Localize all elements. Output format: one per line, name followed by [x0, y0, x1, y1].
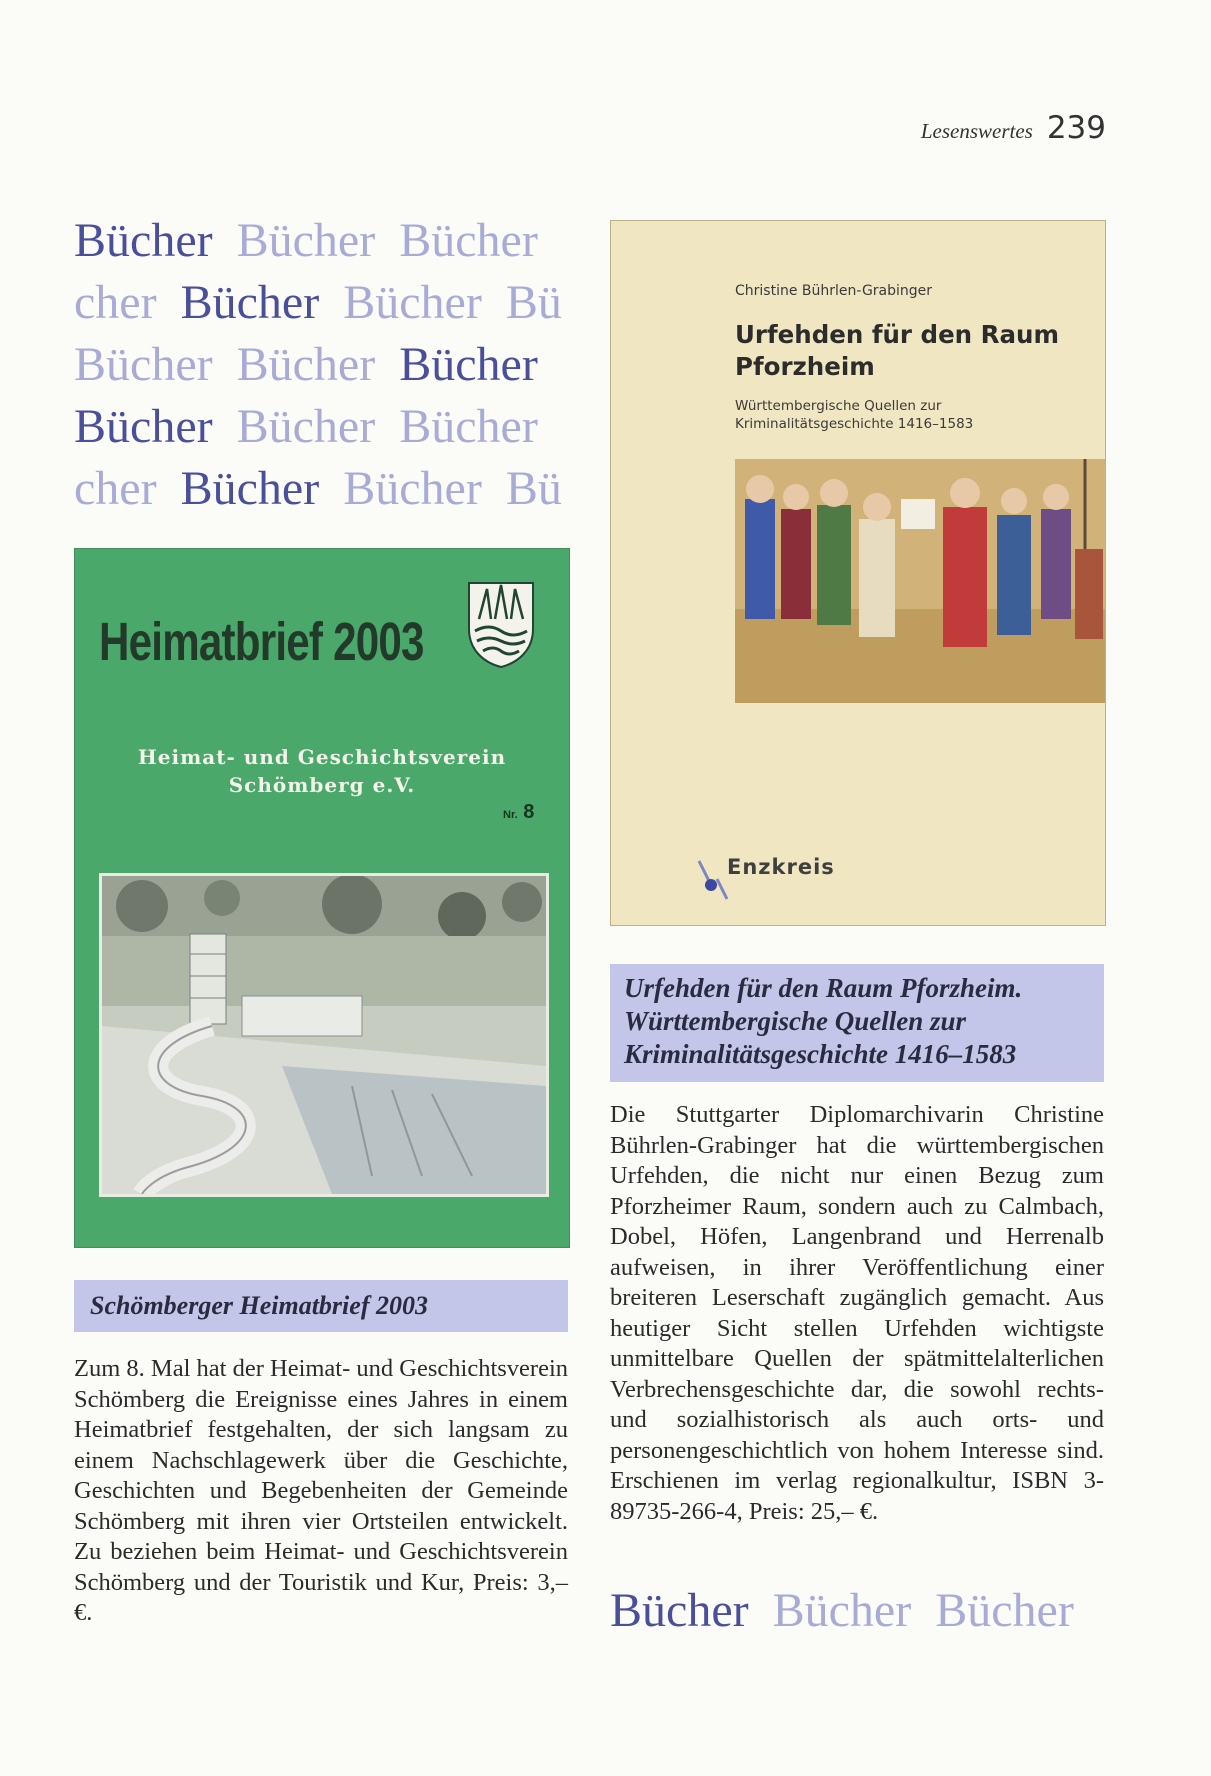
issue-number: [503, 801, 534, 824]
heimatbrief-body-text: Zum 8. Mal hat der Heimat- und Geschichtsverein Schömberg die Ereignisse eines Jahres in einem Heimatbrief festgehalten, der sich langsam zu einem Nachschlagewerk über die Geschichte, Geschichten und Begebenheiten der Gemeinde Schömberg mit ihren vier Ortsteilen entwickelt. Zu beziehen beim Heimat- und Geschichtsverein Schömberg und der Touristik und Kur, Preis: 3,– €.: [74, 1355, 568, 1626]
word: Bücher: [180, 462, 320, 515]
issue-prefix: Nr.: [503, 809, 518, 821]
word-row: [74, 210, 574, 272]
word: Bücher: [74, 400, 213, 453]
swimming-pool-photo: [99, 873, 549, 1197]
word: Bücher: [74, 214, 213, 267]
word: Bücher: [236, 338, 376, 391]
urfehden-caption: [610, 964, 1104, 1082]
page-number: 239: [1046, 110, 1106, 146]
urfehden-caption-line2: Württembergische Quellen zur: [624, 1006, 967, 1036]
pool-photo-image: [102, 876, 546, 1194]
bottom-decorative-words: [610, 1580, 1104, 1642]
word: Bü: [505, 276, 562, 329]
word: Bücher: [180, 276, 320, 329]
word: Bücher: [399, 338, 538, 391]
association-name-line1: Heimat- und Geschichtsverein: [137, 745, 507, 769]
heimatbrief-cover: [74, 548, 570, 1248]
urfehden-cover-title: Urfehden für den Raum Pforzheim: [735, 320, 1060, 381]
word: Bücher: [236, 214, 376, 267]
publisher-name: Enzkreis: [727, 855, 835, 879]
word: Bücher: [343, 462, 482, 515]
word: Bü: [505, 462, 562, 515]
association-name-line2: Schömberg e.V.: [228, 773, 416, 797]
word-row: [74, 272, 574, 334]
word: cher: [74, 276, 157, 329]
word: Bücher: [74, 338, 213, 391]
urfehden-caption-line1: Urfehden für den Raum Pforzheim.: [624, 973, 1023, 1003]
urfehden-author: Christine Bührlen-Grabinger: [735, 283, 933, 299]
word: Bücher: [935, 1584, 1074, 1637]
word: cher: [74, 462, 157, 515]
urfehden-cover-subtitle: Württembergische Quellen zur Kriminalitätsgeschichte 1416–1583: [735, 398, 974, 432]
medieval-painting: [735, 459, 1105, 703]
word: Bücher: [772, 1584, 912, 1637]
word: Bücher: [343, 276, 482, 329]
urfehden-body-text: Die Stuttgarter Diplomarchivarin Christine Bührlen-Grabinger hat die württembergischen Urfehden, die nicht nur einen Bezug zum Pforzheimer Raum, sondern auch zu Calmbach, Dobel, Höfen, Langenbrand und Herrenalb aufweisen, in ihrer Veröffentlichung einer breiteren Leserschaft zugänglich gemacht. Aus heutiger Sicht stellen Urfehden wichtigste unmittelbare Quellen der spätmittelalterlichen Verbrechensgeschichte dar, die sowohl rechts- und sozialhistorisch als auch orts- und personengeschichtlich von hohem Interesse sind. Erschienen im verlag regionalkultur, ISBN 3-89735-266-4, Preis: 25,– €.: [610, 1101, 1104, 1525]
section-title: Lesenswertes: [920, 119, 1033, 143]
decorative-word-grid: [74, 210, 574, 520]
word: Bücher: [236, 400, 376, 453]
urfehden-cover: [610, 220, 1106, 926]
heimatbrief-cover-title: Heimatbrief 2003: [99, 612, 424, 672]
running-head: [921, 110, 1106, 146]
word: Bücher: [610, 1584, 749, 1637]
word: Bücher: [399, 400, 538, 453]
coat-of-arms-icon: [465, 579, 537, 669]
medieval-painting-image: [735, 459, 1105, 703]
urfehden-caption-line3: Kriminalitätsgeschichte 1416–1583: [624, 1039, 1017, 1069]
word-row: [74, 396, 574, 458]
word-row: [74, 458, 574, 520]
word: Bücher: [399, 214, 538, 267]
issue-value: 8: [523, 801, 535, 823]
word-row: [74, 334, 574, 396]
heimatbrief-caption: Schömberger Heimatbrief 2003: [74, 1280, 568, 1332]
